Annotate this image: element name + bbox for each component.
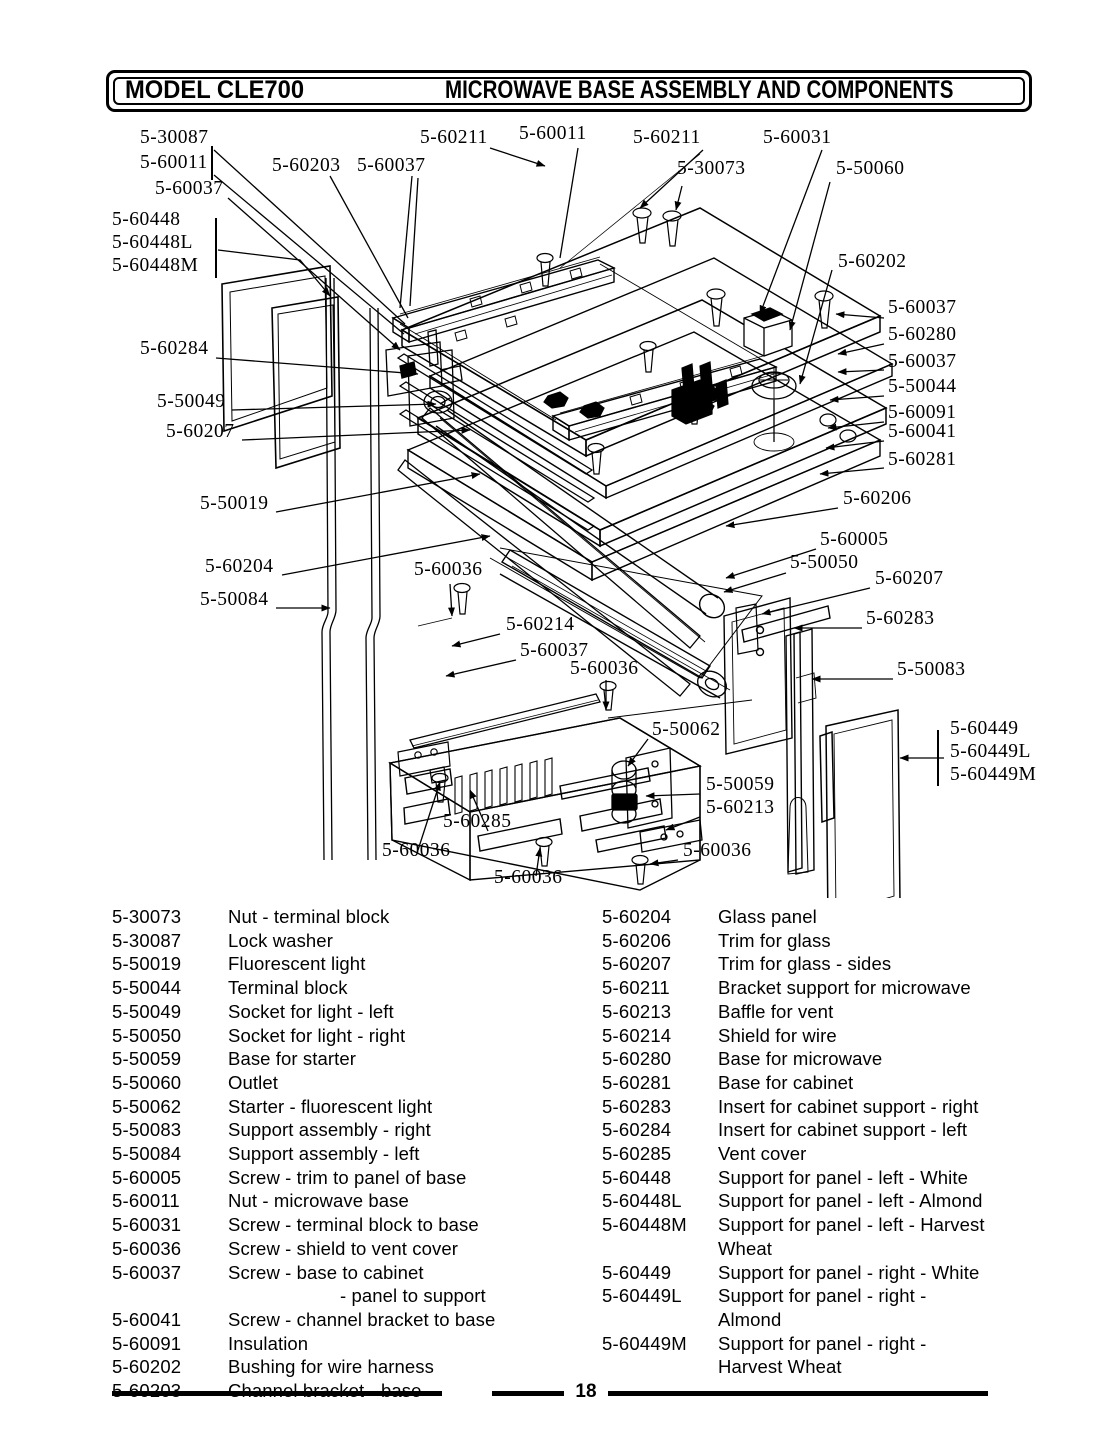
- callout-label-5-60037: 5-60037: [888, 351, 957, 372]
- part-number: 5-60041: [112, 1308, 182, 1330]
- parts-list-row: [112, 1071, 592, 1095]
- parts-list-row: [602, 905, 1082, 929]
- part-number: 5-60280: [602, 1048, 672, 1070]
- part-number: 5-60211: [602, 977, 670, 999]
- part-description: Screw - trim to panel of base: [228, 1166, 467, 1188]
- part-number: 5-50050: [112, 1024, 182, 1046]
- part-description: Lock washer: [228, 929, 333, 951]
- parts-list-row: [602, 1332, 1082, 1356]
- page-footer: [0, 1381, 1100, 1409]
- callout-label-5-60204: 5-60204: [205, 556, 274, 577]
- parts-list-row: [602, 1166, 1082, 1190]
- title-bar-inner-border: [113, 77, 1025, 105]
- part-description-continuation: Almond: [718, 1308, 782, 1330]
- callout-label-5-60213: 5-60213: [706, 797, 775, 818]
- parts-list-row: [112, 1047, 592, 1071]
- part-number: 5-60283: [602, 1095, 672, 1117]
- callout-label-5-50019: 5-50019: [200, 493, 269, 514]
- exploded-assembly-diagram: [0, 118, 1100, 898]
- part-description: Screw - channel bracket to base: [228, 1308, 496, 1330]
- part-description: Socket for light - right: [228, 1024, 406, 1046]
- part-number: 5-60449L: [602, 1285, 682, 1307]
- part-number: 5-50044: [112, 977, 182, 999]
- part-description: Outlet: [228, 1071, 278, 1093]
- part-description-continuation: Harvest Wheat: [718, 1356, 842, 1378]
- parts-list-row: [112, 1237, 592, 1261]
- callout-label-5-60202: 5-60202: [838, 251, 907, 272]
- part-number: 5-50059: [112, 1048, 182, 1070]
- part-number: 5-50084: [112, 1143, 182, 1165]
- part-number: 5-60214: [602, 1024, 672, 1046]
- part-description: Shield for wire: [718, 1024, 837, 1046]
- callout-label-5-60036: 5-60036: [570, 658, 639, 679]
- part-number: 5-60448M: [602, 1214, 687, 1236]
- callout-label-5-60036: 5-60036: [414, 559, 483, 580]
- parts-list-row: [602, 929, 1082, 953]
- callout-label-5-50062: 5-50062: [652, 719, 721, 740]
- callout-label-5-60285: 5-60285: [443, 811, 512, 832]
- parts-list-row: [602, 976, 1082, 1000]
- part-number: 5-50060: [112, 1071, 182, 1093]
- parts-list-row: [602, 1261, 1082, 1285]
- part-number: 5-50049: [112, 1000, 182, 1022]
- parts-list-row: [112, 952, 592, 976]
- callout-label-5-60031: 5-60031: [763, 127, 832, 148]
- part-number: 5-60207: [602, 953, 672, 975]
- parts-list-row: [602, 1024, 1082, 1048]
- part-description-continuation: - panel to support: [340, 1285, 486, 1307]
- callout-label-5-60284: 5-60284: [140, 338, 209, 359]
- parts-list-row: [602, 952, 1082, 976]
- callout-label-5-60036: 5-60036: [683, 840, 752, 861]
- part-number: 5-60284: [602, 1119, 672, 1141]
- callout-label-5-60037: 5-60037: [888, 297, 957, 318]
- callout-label-5-60011: 5-60011: [140, 152, 208, 173]
- part-description: Support for panel - left - Harvest: [718, 1214, 985, 1236]
- part-description: Trim for glass - sides: [718, 953, 892, 975]
- callout-label-5-60280: 5-60280: [888, 324, 957, 345]
- parts-list-row: [602, 1000, 1082, 1024]
- callout-label-5-50060: 5-50060: [836, 158, 905, 179]
- model-number: MODEL CLE700: [125, 75, 305, 104]
- callout-label-5-60448: 5-60448: [112, 209, 181, 230]
- part-description: Insert for cabinet support - left: [718, 1119, 968, 1141]
- part-number: 5-60285: [602, 1143, 672, 1165]
- parts-list-row-continuation: [602, 1355, 1082, 1379]
- part-number: 5-30073: [112, 906, 182, 927]
- callout-label-5-60041: 5-60041: [888, 421, 957, 442]
- callout-label-5-60005: 5-60005: [820, 529, 889, 550]
- parts-list-left-column: [112, 905, 592, 1403]
- footer-rule-mid: [492, 1391, 564, 1396]
- parts-list-row: [112, 929, 592, 953]
- part-number: 5-60206: [602, 929, 672, 951]
- part-description: Glass panel: [718, 906, 817, 927]
- callout-label-5-60211: 5-60211: [420, 127, 488, 148]
- part-number: 5-60011: [112, 1190, 180, 1212]
- parts-list-row: [112, 1213, 592, 1237]
- part-description: Support for panel - right -: [718, 1285, 927, 1307]
- part-number: 5-50062: [112, 1095, 182, 1117]
- callout-label-5-50059: 5-50059: [706, 774, 775, 795]
- part-description: Base for microwave: [718, 1048, 883, 1070]
- part-number: 5-60213: [602, 1000, 672, 1022]
- callout-label-5-30073: 5-30073: [677, 158, 746, 179]
- parts-list-row: [112, 1189, 592, 1213]
- part-number: 5-60036: [112, 1237, 182, 1259]
- callout-label-5-60283: 5-60283: [866, 608, 935, 629]
- part-number: 5-50083: [112, 1119, 182, 1141]
- parts-list-row: [112, 1166, 592, 1190]
- part-number: 5-60448L: [602, 1190, 682, 1212]
- callout-label-5-60207: 5-60207: [166, 421, 235, 442]
- parts-list-row: [602, 1095, 1082, 1119]
- part-description: Support for panel - right -: [718, 1332, 927, 1354]
- parts-list-row: [112, 1118, 592, 1142]
- part-number: 5-60031: [112, 1214, 182, 1236]
- parts-list-row: [602, 1071, 1082, 1095]
- callout-label-5-60203: 5-60203: [272, 155, 341, 176]
- parts-list-row: [112, 1261, 592, 1285]
- diagram-linework: [212, 146, 944, 898]
- callout-label-5-50044: 5-50044: [888, 376, 957, 397]
- page-title: MICROWAVE BASE ASSEMBLY AND COMPONENTS: [445, 75, 954, 104]
- part-description: Socket for light - left: [228, 1000, 394, 1022]
- callout-label-5-60281: 5-60281: [888, 449, 957, 470]
- parts-list-right-column: [602, 905, 1082, 1379]
- part-description: Bushing for wire harness: [228, 1356, 434, 1378]
- part-number: 5-30087: [112, 929, 182, 951]
- part-number: 5-60005: [112, 1166, 182, 1188]
- parts-list-row: [112, 1355, 592, 1379]
- parts-list-row: [602, 1047, 1082, 1071]
- callout-label-5-60037: 5-60037: [520, 640, 589, 661]
- callout-label-5-60449l: 5-60449L: [950, 741, 1031, 762]
- footer-rule-left: [112, 1391, 442, 1396]
- part-description: Vent cover: [718, 1143, 807, 1165]
- part-description: Support assembly - right: [228, 1119, 431, 1141]
- callout-label-5-60449: 5-60449: [950, 718, 1019, 739]
- callout-label-5-30087: 5-30087: [140, 127, 209, 148]
- glass-panel-left: [322, 278, 380, 860]
- part-number: 5-60448: [602, 1166, 672, 1188]
- parts-list-row: [112, 1095, 592, 1119]
- parts-list-row: [602, 1213, 1082, 1237]
- part-description: Fluorescent light: [228, 953, 366, 975]
- parts-list-row-continuation: [602, 1237, 1082, 1261]
- insulation-sheet: [430, 258, 892, 498]
- callout-label-5-60036: 5-60036: [382, 840, 451, 861]
- parts-list-row: [602, 1142, 1082, 1166]
- page-number: 18: [575, 1381, 597, 1402]
- callout-label-5-60448m: 5-60448M: [112, 255, 199, 276]
- parts-list-row-continuation: [602, 1308, 1082, 1332]
- parts-list-row: [112, 905, 592, 929]
- callout-label-5-60214: 5-60214: [506, 614, 575, 635]
- part-number: 5-50019: [112, 953, 182, 975]
- parts-list-row: [112, 1142, 592, 1166]
- callout-label-5-60037: 5-60037: [155, 178, 224, 199]
- cabinet-base-plate: [418, 300, 886, 546]
- part-number: 5-60449M: [602, 1332, 687, 1354]
- title-bar: [106, 70, 1032, 112]
- part-description: Starter - fluorescent light: [228, 1095, 433, 1117]
- part-description: Support for panel - left - Almond: [718, 1190, 983, 1212]
- parts-list-row: [112, 1000, 592, 1024]
- part-description: Insert for cabinet support - right: [718, 1095, 979, 1117]
- part-number: 5-60037: [112, 1261, 182, 1283]
- part-description: Base for cabinet: [718, 1071, 854, 1093]
- callout-label-5-60091: 5-60091: [888, 402, 957, 423]
- part-description: Support for panel - right - White: [718, 1261, 980, 1283]
- right-support-assembly: [724, 598, 830, 874]
- right-support-panel: [820, 710, 900, 898]
- part-description: Trim for glass: [718, 929, 831, 951]
- part-description: Nut - terminal block: [228, 906, 390, 927]
- callout-label-5-60211: 5-60211: [633, 127, 701, 148]
- callout-label-5-60011: 5-60011: [519, 123, 587, 144]
- callout-label-5-60036: 5-60036: [494, 867, 563, 888]
- part-number: 5-60091: [112, 1332, 182, 1354]
- part-description: Base for starter: [228, 1048, 357, 1070]
- parts-list-row: [112, 1308, 592, 1332]
- diagram-svg: [0, 118, 1100, 898]
- parts-list-row: [112, 1024, 592, 1048]
- callout-label-5-60449m: 5-60449M: [950, 764, 1037, 785]
- part-number: 5-60449: [602, 1261, 672, 1283]
- part-description: Support assembly - left: [228, 1143, 420, 1165]
- part-number: 5-60204: [602, 906, 672, 927]
- part-number: 5-60281: [602, 1071, 672, 1093]
- part-description-continuation: Wheat: [718, 1237, 772, 1259]
- parts-list-row: [602, 1118, 1082, 1142]
- callout-label-5-60207: 5-60207: [875, 568, 944, 589]
- callout-label-5-50084: 5-50084: [200, 589, 269, 610]
- part-description: Support for panel - left - White: [718, 1166, 968, 1188]
- part-description: Screw - shield to vent cover: [228, 1237, 459, 1259]
- callout-label-5-50050: 5-50050: [790, 552, 859, 573]
- part-description: Screw - terminal block to base: [228, 1214, 479, 1236]
- part-number: 5-60202: [112, 1356, 182, 1378]
- left-socket-bracket: [386, 330, 462, 426]
- part-description: Bracket support for microwave: [718, 977, 971, 999]
- parts-list-row: [602, 1189, 1082, 1213]
- part-description: Screw - base to cabinet: [228, 1261, 424, 1283]
- parts-list-row: [602, 1284, 1082, 1308]
- parts-list-row: [112, 1332, 592, 1356]
- callout-label-5-50049: 5-50049: [157, 391, 226, 412]
- part-description: Insulation: [228, 1332, 309, 1354]
- callout-label-5-60037: 5-60037: [357, 155, 426, 176]
- footer-rule-right: [608, 1391, 988, 1396]
- callout-label-5-60206: 5-60206: [843, 488, 912, 509]
- part-description: Nut - microwave base: [228, 1190, 409, 1212]
- part-description: Terminal block: [228, 977, 348, 999]
- part-description: Baffle for vent: [718, 1000, 834, 1022]
- callout-label-5-60448l: 5-60448L: [112, 232, 193, 253]
- parts-list-row-continuation: [112, 1284, 592, 1308]
- parts-list-row: [112, 976, 592, 1000]
- callout-label-5-50083: 5-50083: [897, 659, 966, 680]
